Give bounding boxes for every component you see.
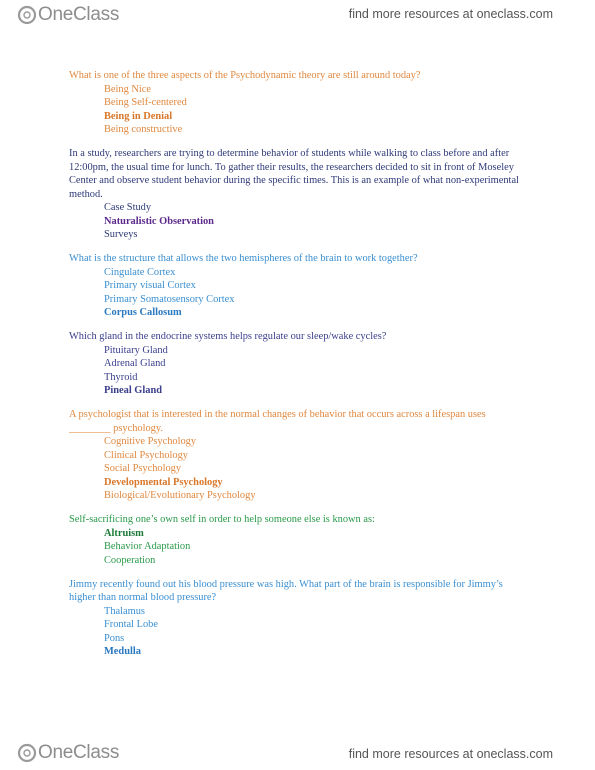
question-text: What is the structure that allows the two hemispheres of the brain to work together? [69, 253, 418, 264]
answer-option: Adrenal Gland [104, 358, 166, 369]
answer-option: Pituitary Gland [104, 344, 168, 356]
logo-text: OneClass [38, 742, 120, 763]
page-header [0, 0, 595, 30]
answer-option: Being Nice [104, 83, 152, 95]
answer-option: Being constructive [104, 124, 183, 135]
oneclass-logo[interactable] [17, 741, 119, 765]
question-text: Self-sacrificing one’s own self in order to help someone else is known as: [69, 514, 375, 525]
answer-option: Being Self-centered [104, 97, 187, 108]
question-text: A psychologist that is interested in the normal changes of behavior that occurs across a lifespan uses ________ psychology. [69, 409, 486, 434]
answer-option: Cognitive Psychology [104, 436, 197, 447]
question-text: In a study, researchers are trying to determine behavior of students while walking to class before and after 12:00pm, the usual time for lunch. To gather their results, the researchers decided to sit in front of Moseley Center and observe student behavior during the specific times. This is an example of what non-experimental method. [69, 148, 519, 200]
answer-option: Biological/Evolutionary Psychology [104, 490, 256, 501]
question-block-6 [69, 513, 529, 567]
answer-option: Pons [104, 632, 125, 644]
question-block-2 [69, 147, 529, 242]
oneclass-logo-icon [17, 743, 37, 763]
answer-option: Social Psychology [104, 463, 182, 474]
correct-answer: Being in Denial [104, 110, 173, 122]
answer-option: Cooperation [104, 554, 156, 566]
page-footer [0, 738, 595, 768]
question-block-7 [69, 578, 529, 659]
question-block-1 [69, 69, 529, 137]
answer-option: Surveys [104, 229, 138, 240]
correct-answer: Developmental Psychology [104, 476, 223, 488]
answer-option: Cingulate Cortex [104, 266, 176, 278]
question-block-5 [69, 408, 529, 503]
correct-answer: Pineal Gland [104, 385, 163, 396]
correct-answer: Corpus Callosum [104, 307, 182, 318]
question-block-3 [69, 252, 529, 320]
answer-option: Thyroid [104, 371, 138, 383]
answer-option: Primary Somatosensory Cortex [104, 293, 235, 305]
answer-option: Behavior Adaptation [104, 541, 191, 552]
question-block-4 [69, 330, 529, 398]
document-body [69, 69, 529, 669]
question-text: Jimmy recently found out his blood pressure was high. What part of the brain is responsible for Jimmy’s higher than normal blood pressure? [69, 578, 503, 603]
answer-option: Frontal Lobe [104, 619, 158, 630]
answer-option: Thalamus [104, 605, 145, 617]
answer-option: Case Study [104, 202, 152, 213]
question-text: What is one of the three aspects of the Psychodynamic theory are still around today? [69, 70, 421, 81]
correct-answer: Medulla [104, 646, 141, 657]
header-tagline[interactable]: find more resources at oneclass.com [348, 7, 553, 21]
footer-tagline[interactable]: find more resources at oneclass.com [348, 747, 553, 761]
oneclass-logo[interactable] [17, 3, 119, 27]
logo-text: OneClass [38, 4, 120, 25]
answer-option: Primary visual Cortex [104, 280, 196, 291]
correct-answer: Altruism [104, 527, 144, 539]
correct-answer: Naturalistic Observation [104, 215, 214, 227]
answer-option: Clinical Psychology [104, 449, 188, 461]
oneclass-logo-icon [17, 5, 37, 25]
question-text: Which gland in the endocrine systems helps regulate our sleep/wake cycles? [69, 331, 387, 342]
